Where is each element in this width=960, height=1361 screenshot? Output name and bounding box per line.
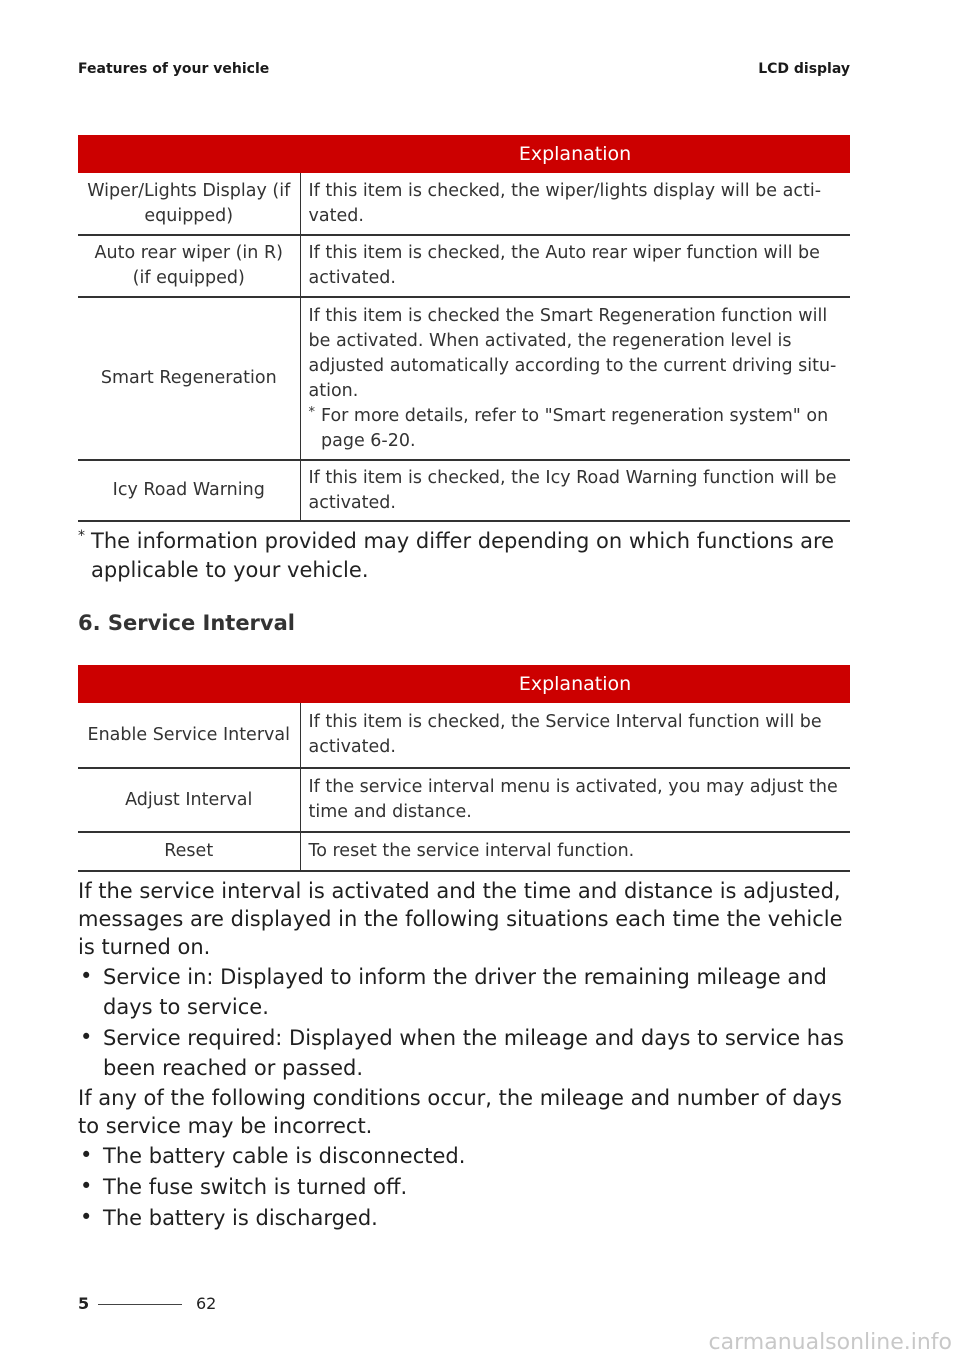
- table-row: [78, 768, 850, 832]
- bullet-symbol: •: [80, 1205, 93, 1229]
- bullet-symbol: •: [80, 964, 93, 988]
- table-row: [78, 832, 850, 871]
- list-item: [78, 1203, 853, 1233]
- list-item: [78, 1023, 853, 1083]
- table-row: [78, 460, 850, 521]
- table-item-cell: Reset: [78, 832, 300, 871]
- note-text: For more details, refer to "Smart regeneration system" on page 6-20.: [321, 405, 829, 451]
- table-header-empty: [78, 665, 300, 703]
- page-number: 62: [196, 1294, 217, 1313]
- intro-paragraph: If the service interval is activated and the time and distance is adjusted, messages are displayed in the following situations each time the vehicle is turned on.: [78, 879, 843, 959]
- footer-divider: [98, 1304, 182, 1305]
- table-item-cell: Wiper/Lights Display (if equipped): [78, 173, 300, 235]
- table-header-row: [78, 135, 850, 173]
- settings-table-2: [78, 665, 850, 872]
- settings-table-1: [78, 135, 850, 522]
- list-item-text: The battery is discharged.: [103, 1206, 378, 1230]
- table-explanation-cell: If this item is checked, the Service Interval function will be activated.: [300, 703, 850, 768]
- bullet-symbol: •: [80, 1025, 93, 1049]
- running-header-right: LCD display: [758, 61, 850, 77]
- bullet-symbol: •: [80, 1143, 93, 1167]
- cross-reference-note: [309, 404, 843, 454]
- list-item-text: The battery cable is disconnected.: [103, 1144, 466, 1168]
- table-row: [78, 297, 850, 460]
- footnote-text: The information provided may differ depending on which functions are applicable to your vehicle.: [91, 529, 835, 582]
- list-item: [78, 1141, 853, 1171]
- bullet-symbol: •: [80, 1174, 93, 1198]
- list-item-text: The fuse switch is turned off.: [103, 1175, 408, 1199]
- footnote-star: *: [78, 528, 85, 544]
- table-header-row: [78, 665, 850, 703]
- table-explanation-cell: If this item is checked, the wiper/lights display will be acti-vated.: [300, 173, 850, 235]
- table-item-cell: Adjust Interval: [78, 768, 300, 832]
- footnote: [78, 527, 850, 585]
- table-header-empty: [78, 135, 300, 173]
- table-explanation-cell: If the service interval menu is activated, you may adjust the time and distance.: [300, 768, 850, 832]
- table-item-cell: Enable Service Interval: [78, 703, 300, 768]
- table-row: [78, 173, 850, 235]
- section-title: 6. Service Interval: [78, 611, 295, 635]
- table-explanation-cell: If this item is checked, the Auto rear wiper function will be activated.: [300, 235, 850, 297]
- table-row: [78, 235, 850, 297]
- running-header-left: Features of your vehicle: [78, 61, 270, 77]
- table-item-cell: Auto rear wiper (in R) (if equipped): [78, 235, 300, 297]
- table-explanation-cell: If this item is checked, the Icy Road Warning function will be activated.: [300, 460, 850, 521]
- list-item-text: Service required: Displayed when the mileage and days to service has been reached or passed.: [103, 1026, 844, 1080]
- conditions-paragraph: If any of the following conditions occur, the mileage and number of days to service may be incorrect.: [78, 1086, 842, 1138]
- table-item-cell: Icy Road Warning: [78, 460, 300, 521]
- explanation-text: If this item is checked the Smart Regeneration function will be activated. When activated, the regeneration level is adjusted automatically according to the current driving situ-ation.: [308, 305, 837, 401]
- chapter-number: 5: [78, 1294, 90, 1313]
- body-text: [78, 877, 853, 1234]
- table-explanation-cell: To reset the service interval function.: [300, 832, 850, 871]
- table-header-explanation: Explanation: [300, 135, 850, 173]
- table-item-cell: Smart Regeneration: [78, 297, 300, 460]
- table-row: [78, 703, 850, 768]
- list-item: [78, 962, 853, 1022]
- table-header-explanation: Explanation: [300, 665, 850, 703]
- table-explanation-cell: [300, 297, 850, 460]
- watermark: carmanualsonline.info: [708, 1330, 952, 1355]
- list-item-text: Service in: Displayed to inform the driver the remaining mileage and days to service.: [103, 965, 827, 1019]
- note-star: *: [308, 404, 315, 420]
- list-item: [78, 1172, 853, 1202]
